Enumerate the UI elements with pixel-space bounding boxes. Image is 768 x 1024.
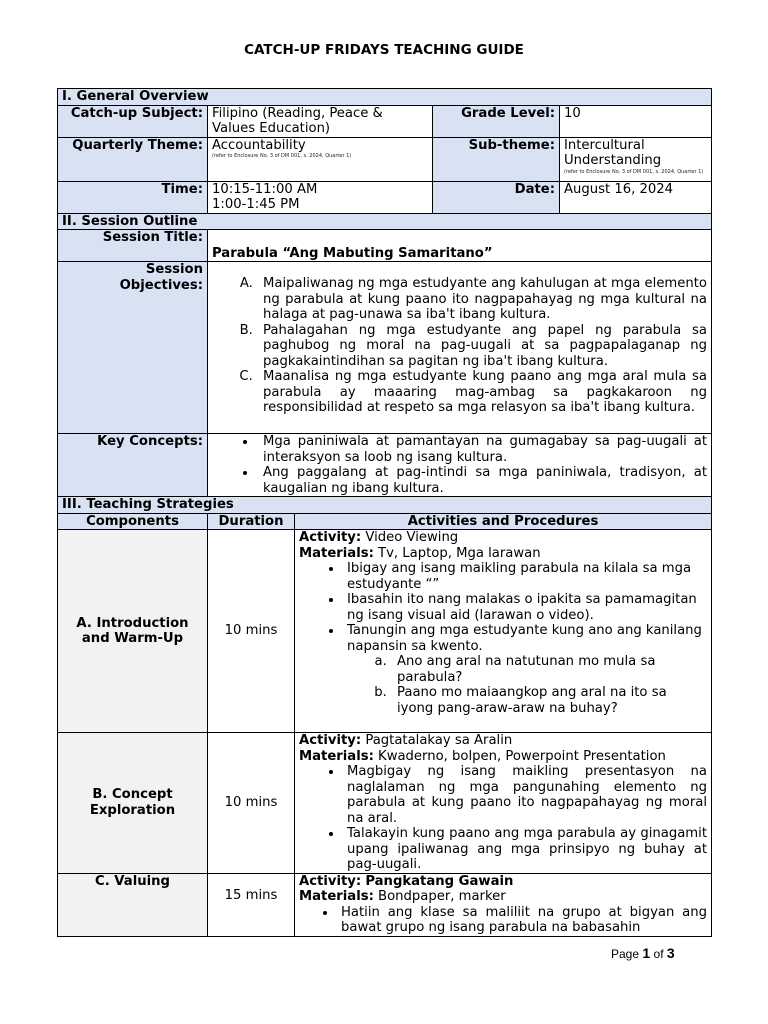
objectives-row xyxy=(58,262,712,434)
strategy-row-valuing xyxy=(58,873,712,936)
teaching-guide-table xyxy=(57,88,712,937)
date-value: August 16, 2024 xyxy=(560,181,712,213)
date-label: Date: xyxy=(433,181,560,213)
section-title: I. General Overview xyxy=(58,89,712,106)
subtheme-cell xyxy=(560,137,712,181)
materials-value: Tv, Laptop, Mga larawan xyxy=(378,545,541,561)
steps-list xyxy=(299,905,707,936)
activities-header: Activities and Procedures xyxy=(295,513,712,530)
duration-value: 15 mins xyxy=(208,873,295,936)
time-row xyxy=(58,181,712,213)
component-name: C. Valuing xyxy=(58,873,208,936)
activity-value: Video Viewing xyxy=(365,530,459,545)
step-item: • Tanungin ang mga estudyante kung ano ang kanilang napansin sa kwento. a. Ano ang aral na natutunan mo mula sa parabula? b. Paano mo maiaangkop ang aral na ito sa iyong pang-araw-araw na buhay? xyxy=(343,623,707,716)
subject-row xyxy=(58,105,712,137)
subtheme-label: Sub-theme: xyxy=(433,137,560,181)
activity-line: Activity: Pagtatalakay sa Aralin xyxy=(299,733,513,748)
document-title: CATCH-UP FRIDAYS TEACHING GUIDE xyxy=(244,42,524,58)
concept-item: • Ang paggalang at pag-intindi sa mga paniniwala, tradisyon, at kaugalian ng ibang kultura. xyxy=(257,465,707,496)
section-teaching-strategies xyxy=(58,497,712,514)
theme-cell xyxy=(208,137,433,181)
session-title-value: Parabula “Ang Mabuting Samaritano” xyxy=(208,230,712,262)
theme-row xyxy=(58,137,712,181)
theme-value: Accountability xyxy=(212,137,306,153)
sub-steps-list xyxy=(347,654,707,716)
objective-item: A. Maipaliwanag ng mga estudyante ang kahulugan at mga elemento ng parabula at kung paano ito nagpapahayag ng mga kultural na halaga at pag-unawa sa iba't ibang kultura. xyxy=(257,276,707,323)
materials-line: Materials: Tv, Laptop, Mga larawan xyxy=(299,545,541,561)
steps-list xyxy=(299,764,707,873)
duration-header: Duration xyxy=(208,513,295,530)
session-title-label: Session Title: xyxy=(58,230,208,262)
key-concepts-cell xyxy=(208,434,712,497)
step-item: • Ibigay ang isang maikling parabula na kilala sa mga estudyante “” xyxy=(343,561,707,592)
activity-line: Activity: Pangkatang Gawain xyxy=(299,873,514,889)
materials-line: Materials: Bondpaper, marker xyxy=(299,889,506,904)
activity-value: Pangkatang Gawain xyxy=(365,873,514,889)
objectives-label: Session Objectives: xyxy=(58,262,208,434)
duration-value: 10 mins xyxy=(208,530,295,733)
key-concepts-row xyxy=(58,434,712,497)
activity-value: Pagtatalakay sa Aralin xyxy=(365,733,513,748)
objective-item: B. Pahalagahan ng mga estudyante ang papel ng parabula sa paghubog ng moral na pag-uugali at sa pagpapalaganap ng pagkakaintindihan sa pagitan ng iba't ibang kultura. xyxy=(257,323,707,370)
step-item: • Ibasahin ito nang malakas o ipakita sa pamamagitan ng isang visual aid (larawan o video). xyxy=(343,592,707,623)
objective-item: C. Maanalisa ng mga estudyante kung paano ang mga aral mula sa parabula ay maaaring mag-ambag sa pagkakaroon ng responsibilidad at respeto sa mga relasyon sa iba't ibang kultura. xyxy=(257,369,707,416)
activity-line: Activity: Video Viewing xyxy=(299,530,459,545)
section-title: II. Session Outline xyxy=(58,213,712,230)
sub-step-item: a. Ano ang aral na natutunan mo mula sa parabula? xyxy=(391,654,707,685)
activities-cell xyxy=(295,530,712,733)
time-value-2: 1:00-1:45 PM xyxy=(212,197,300,212)
objectives-list xyxy=(212,276,707,416)
session-title-row xyxy=(58,230,712,262)
strategy-row-introduction xyxy=(58,530,712,733)
step-item: • Magbigay ng isang maikling presentasyon na naglalaman ng mga pangunahing elemento ng parabula at kung paano ito nagpapahayag ng moral na aral. xyxy=(343,764,707,826)
subject-label: Catch-up Subject: xyxy=(58,105,208,137)
steps-list xyxy=(299,561,707,716)
components-header: Components xyxy=(58,513,208,530)
key-concepts-list xyxy=(212,434,707,496)
concept-item: • Mga paniniwala at pamantayan na gumagabay sa pag-uugali at interaksyon sa loob ng isang kultura. xyxy=(257,434,707,465)
section-general-overview xyxy=(58,89,712,106)
theme-note: (refer to Enclosure No. 3 of DM 001, s. 2024, Quarter 1) xyxy=(212,153,352,159)
section-session-outline xyxy=(58,213,712,230)
subject-value: Filipino (Reading, Peace & Values Education) xyxy=(208,105,433,137)
objectives-cell xyxy=(208,262,712,434)
duration-value: 10 mins xyxy=(208,733,295,874)
theme-label: Quarterly Theme: xyxy=(58,137,208,181)
component-name: A. Introduction and Warm-Up xyxy=(58,530,208,733)
strategy-row-concept-exploration xyxy=(58,733,712,874)
materials-value: Kwaderno, bolpen, Powerpoint Presentation xyxy=(378,748,666,764)
strategy-header-row xyxy=(58,513,712,530)
materials-value: Bondpaper, marker xyxy=(378,889,506,904)
activities-cell xyxy=(295,733,712,874)
subtheme-value: Intercultural Understanding xyxy=(564,137,662,168)
time-label: Time: xyxy=(58,181,208,213)
section-title: III. Teaching Strategies xyxy=(58,497,712,514)
key-concepts-label: Key Concepts: xyxy=(58,434,208,497)
subtheme-note: (refer to Enclosure No. 3 of DM 001, s. 2024, Quarter 1) xyxy=(564,168,704,175)
sub-step-item: b. Paano mo maiaangkop ang aral na ito sa iyong pang-araw-araw na buhay? xyxy=(391,685,707,716)
step-item: • Hatiin ang klase sa maliliit na grupo at bigyan ang bawat grupo ng isang parabula na babasahin xyxy=(337,905,707,936)
page-number: Page 1 of 3 xyxy=(611,945,675,961)
activities-cell xyxy=(295,873,712,936)
time-value-1: 10:15-11:00 AM xyxy=(212,181,318,197)
grade-label: Grade Level: xyxy=(433,105,560,137)
component-name: B. Concept Exploration xyxy=(58,733,208,874)
step-item: • Talakayin kung paano ang mga parabula ay ginagamit upang ipaliwanag ang mga prinsipyo ng buhay at pag-uugali. xyxy=(343,826,707,873)
grade-value: 10 xyxy=(560,105,712,137)
time-cell xyxy=(208,181,433,213)
materials-line: Materials: Kwaderno, bolpen, Powerpoint Presentation xyxy=(299,748,666,764)
